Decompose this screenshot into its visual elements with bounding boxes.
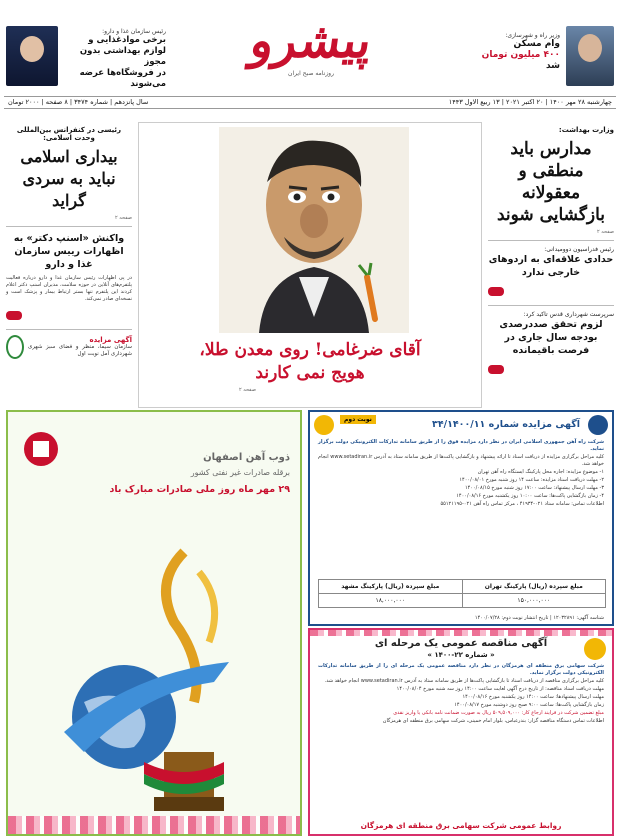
ad-tagline: برقله صادرات غیر نفتی کشور [190,468,290,477]
ad-line: شرکت راه آهن جمهوری اسلامی ایران در نظر دارد مزایده فوق را از طریق سامانه تدارکات الکترونیکی دولت برگزار نماید. [318,439,604,452]
ad-badge: نوبت دوم [340,415,376,424]
divider [488,240,614,241]
table-cell: ۱۵۰,۰۰۰,۰۰۰ [462,594,605,608]
right-column [488,116,614,406]
page-marker-icon [6,311,22,320]
ad-title: آگهی مزایده شماره ۳۴/۱۴۰۰/۱۱ [432,419,580,430]
teaser-headline: شد [545,61,560,71]
table-header: مبلغ سپرده (ریال) پارکینگ تهران [462,580,605,594]
teaser-kicker: رئیس سازمان غذا و دارو: [102,28,166,35]
ad-line: ۴- زمان بازگشایی پاکت‌ها: ساعت ۱۰:۰۰ روز یکشنبه مورخ ۱۴۰۰/۰۸/۱۶ [456,493,604,499]
ad-line: زمان بازگشایی پاکت‌ها: ساعت ۹:۰۰ صبح روز دوشنبه مورخ ۱۴۰۰/۰۸/۱۷ [454,702,604,708]
ad-message: ۲۹ مهر ماه روز ملی صادرات مبارک باد [109,484,290,495]
story-kicker: رئیسی در کنفرانس بین‌المللی وحدت اسلامی: [16,126,122,142]
center-headline [139,339,481,385]
newspaper-logo [236,4,386,94]
story-body: در پی اظهارات رئیس سازمان غذا و دارو درباره فعالیت پلتفرم‌های آنلاین در حوزه سلامت، مدیران اسنپ دکتر اعلام کردند این پلتفرم تنها بستر ارتباط بیمار و پزشک است و نسخه‌ای صادر نمی‌کند. [6,275,132,302]
story-headline[interactable]: واکنش «اسنپ دکتر» به اظهارات رییس سازمان غذا و دارو [13,233,125,270]
divider [6,226,132,227]
masthead [0,0,620,104]
ad-line: ۲- مهلت دریافت اسناد مزایده: ساعت ۱۴ روز شنبه مورخ ۱۴۰۰/۰۸/۰۱ [459,477,604,483]
table-header: مبلغ سپرده (ریال) پارکینگ مشهد [319,580,463,594]
logo-text: پیشرو [246,13,376,69]
ad-subtitle: « شماره ۲۲-۱۴۰۰ » [427,651,495,659]
teaser-headline: در فروشگاه‌ها عرضه می‌شوند [79,68,166,89]
deposit-table [318,579,606,608]
ad-body [310,663,612,725]
teaser-headline: برخی موادغذایی و [88,35,166,45]
floral-border [310,630,612,636]
left-column [6,116,132,406]
story-headline[interactable]: حدادی علاقه‌ای به اردوهای خارجی ندارد [488,254,614,278]
zob-ahan-advertisement[interactable] [6,410,302,836]
electricity-logo-icon [584,638,606,660]
ad-line: کلیه مراحل برگزاری مناقصه از دریافت اسناد تا بازگشایی پاکت‌ها از طریق سامانه ستاد به آدرس www.setadiran.ir انجام خواهد شد. [324,678,604,684]
tender-advertisement[interactable] [308,628,614,836]
ad-title: آگهی مناقصه عمومی یک مرحله ای [374,638,548,649]
date-line: چهارشنبه ۲۸ مهر ۱۴۰۰ | ۲۰ اکتبر ۲۰۲۱ | ۱۳ ربیع الاول ۱۴۴۳ [448,98,612,106]
ad-line: ۳- مهلت ارسال پیشنهاد: ساعت ۱۷:۰۰ روز شنبه مورخ ۱۴۰۰/۰۸/۱۵ [464,485,604,491]
top-left-teaser[interactable] [6,26,166,92]
story-headline[interactable]: لزوم تحقق صددرصدی بودجه سال جاری در فرصت باقیمانده [499,319,603,356]
railway-emblem-icon [314,415,334,435]
divider [6,329,132,330]
ad-footer: روابط عمومی شرکت سهامی برق منطقه ای هرمزگان [360,821,562,830]
ad-line: ۱- موضوع مزایده: اجاره محل پارکینگ ایستگاه راه آهن تهران [477,469,604,475]
municipality-logo-icon [6,335,24,359]
floral-border [8,816,300,834]
page-marker-icon [488,287,504,296]
story-kicker: سرپرست شهرداری قدس تاکید کرد: [523,311,614,318]
ad-line: شرکت سهامی برق منطقه ای هرمزگان در نظر دارد مناقصه عمومی یک مرحله ای را از طریق سامانه تدارکات الکترونیکی دولت برگزار نماید. [318,663,604,676]
main-story-headline[interactable]: بیداری اسلامی نباید به سردی گراید [20,147,118,210]
teaser-headline: وام مسکن [513,39,560,49]
ad-footer: شناسه آگهی: ۱۲۰۳۲۸۹۱ | تاریخ انتشار نوبت دوم: ۱۴۰۰/۰۷/۲۸ [474,615,604,621]
teaser-headline: لوازم بهداشتی بدون مجوز [79,46,166,67]
ad-line: مهلت ارسال پیشنهادها: ساعت ۱۴:۰۰ روز یکشنبه مورخ ۱۴۰۰/۰۸/۱۶ [462,694,604,700]
story-kicker: رئیس فدراسیون دوومیدانی: [544,246,614,253]
railway-auction-advertisement[interactable] [308,410,614,626]
official-photo [6,26,58,86]
page-ref: صفحه ۲ [239,387,256,393]
railway-emblem-icon [588,415,608,435]
company-logo-icon [24,432,58,466]
table-cell: ۱۸,۰۰۰,۰۰۰ [319,594,463,608]
teaser-headline: ۴۰۰ میلیون تومان [481,50,560,60]
top-right-teaser[interactable] [464,26,614,92]
issue-line: سال پانزدهم | شماره ۳۴۷۴ | ۸ صفحه | ۲۰۰۰ تومان [8,98,149,106]
ad-line: اطلاعات تماس: سامانه ستاد ۰۲۱-۴۱۹۳۴ ، مرکز تماس راه آهن ۰۲۱-۵۵۱۲۱۱۹۵ [440,501,604,507]
ad-line: اطلاعات تماس دستگاه مناقصه گزار: بندرعباس، بلوار امام خمینی، شرکت سهامی برق منطقه ای هرمزگان [382,718,604,724]
page-ref: صفحه ۲ [597,229,614,235]
divider [488,305,614,306]
ad-line: کلیه مراحل برگزاری مزایده از دریافت اسناد تا ارائه پیشنهاد و بازگشایی پاکت‌ها از طریق سامانه ستاد به آدرس www.setadiran.ir انجام خواهد شد. [318,454,604,467]
auction-title: آگهی مزایده [89,336,132,344]
center-headline-line: آقای ضرغامی! روی معدن طلا، [199,340,421,360]
main-story-headline[interactable]: مدارس باید منطقی و معقولانه بازگشایی شوند [496,139,606,225]
page-marker-icon [488,365,504,374]
trophy-globe-illustration [44,512,274,822]
auction-body: سازمان سیما، منظر و فضای سبز شهری شهرداری آمل نوبت اول [27,344,132,357]
logo-tagline: روزنامه صبح ایران [288,70,334,77]
minister-photo [566,26,614,86]
ad-body [310,439,612,508]
story-kicker: وزارت بهداشت: [558,126,614,134]
caricature-illustration [219,127,409,333]
ad-header [310,412,612,438]
teaser-kicker: وزیر راه و شهرسازی: [505,32,560,39]
ad-line: مهلت دریافت اسناد مناقصه: از تاریخ درج آگهی لغایت ساعت ۱۴:۰۰ روز سه شنبه مورخ ۱۴۰۰/۰۸/۰۴ [396,686,604,692]
center-headline-line: هویج نمی کارند [255,363,365,383]
page-ref: صفحه ۲ [115,215,132,221]
auction-notice[interactable] [6,335,132,359]
center-cartoon-story[interactable] [138,122,482,408]
ad-company-name: ذوب آهن اصفهان [203,452,290,463]
ad-line: مبلغ تضمین شرکت در فرایند ارجاع کار: ۵۰۹,۵۰۹,۰۰۰ ریال به صورت ضمانت نامه بانکی یا واریز نقدی [393,710,604,716]
date-issue-bar [4,96,616,109]
